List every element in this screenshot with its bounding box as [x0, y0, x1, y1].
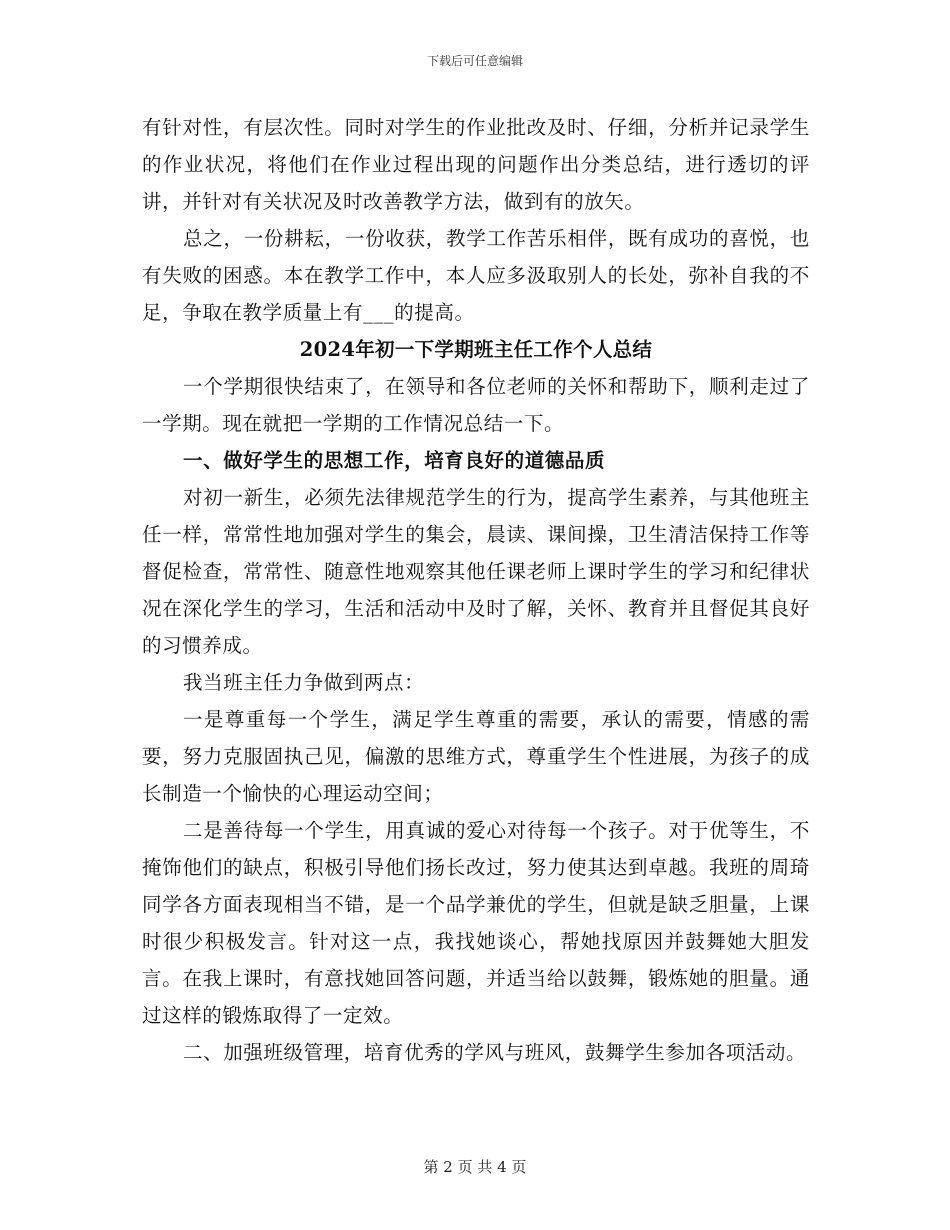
section-heading-1: 一、做好学生的思想工作，培育良好的道德品质 [183, 449, 606, 472]
page-footer: 第 2 页 共 4 页 [423, 1158, 527, 1176]
paragraph-section1-body: 对初一新生，必须先法律规范学生的行为，提高学生素养，与其他班主任一样，常常性地加强对学生的集会，晨读、课间操，卫生清洁保持工作等督促检查，常常性、随意性地观察其他任课老师上课时学生的学习和纪律状况在深化学生的学习，生活和活动中及时了解，关怀、教育并且督促其良好的习惯养成。 [142, 486, 810, 657]
paragraph-intro: 一个学期很快结束了，在领导和各位老师的关怀和帮助下，顺利走过了一学期。现在就把一学期的工作情况总结一下。 [142, 375, 810, 435]
page-header: 下载后可任意编辑 [426, 54, 523, 68]
paragraph-continued: 有针对性，有层次性。同时对学生的作业批改及时、仔细，分析并记录学生的作业状况，将他们在作业过程出现的问题作出分类总结，进行透切的评讲，并针对有关状况及时改善教学方法，做到有的放矢。 [142, 116, 810, 213]
paragraph-point-one: 一是尊重每一个学生，满足学生尊重的需要，承认的需要，情感的需要，努力克服固执己见，偏激的思维方式，尊重学生个性进展，为孩子的成长制造一个愉快的心理运动空间； [142, 708, 810, 805]
section-heading-2: 二、加强班级管理，培育优秀的学风与班风，鼓舞学生参加各项活动。 [183, 1041, 807, 1064]
paragraph-point-two: 二是善待每一个学生，用真诚的爱心对待每一个孩子。对于优等生，不掩饰他们的缺点，积极引导他们扬长改过，努力使其达到卓越。我班的周琦同学各方面表现相当不错，是一个品学兼优的学生，但就是缺乏胆量，上课时很少积极发言。针对这一点，我找她谈心，帮她找原因并鼓舞她大胆发言。在我上课时，有意找她回答问题，并适当给以鼓舞，锻炼她的胆量。通过这样的锻炼取得了一定效。 [142, 819, 810, 1027]
paragraph-conclusion: 总之，一份耕耘，一份收获，教学工作苦乐相伴，既有成功的喜悦，也有失败的困惑。本在教学工作中，本人应多汲取别人的长处，弥补自我的不足，争取在教学质量上有___的提高。 [142, 227, 810, 324]
document-body [142, 109, 810, 1071]
paragraph-two-points: 我当班主任力争做到两点： [183, 671, 425, 694]
document-title: 2024年初一下学期班主任工作个人总结 [299, 338, 653, 361]
